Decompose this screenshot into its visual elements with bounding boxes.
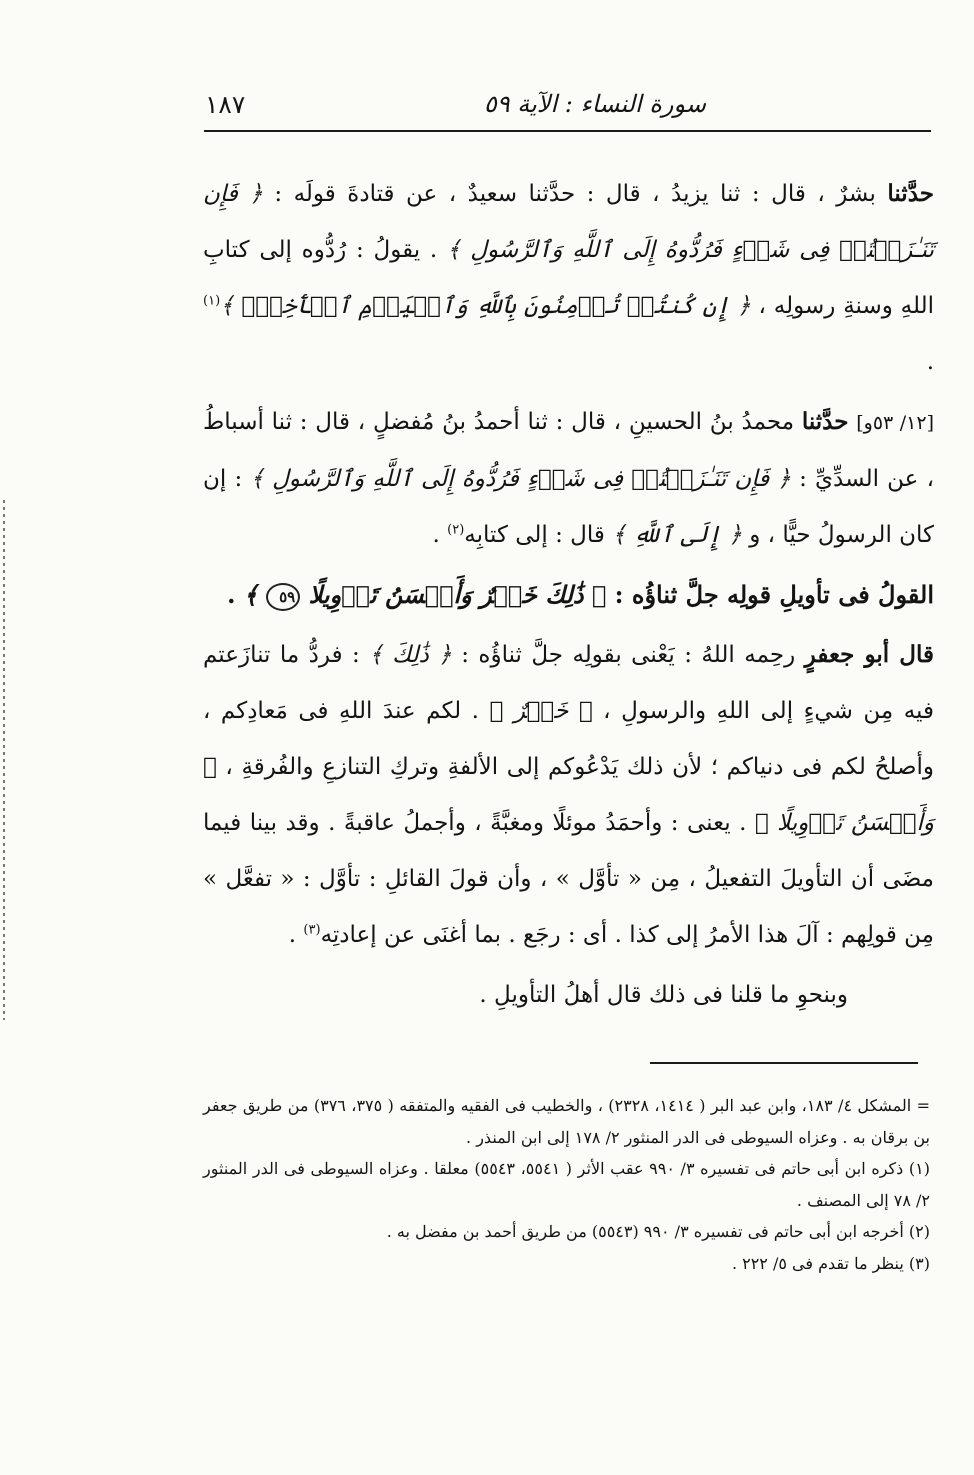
footnote-marker: (٣) — [303, 922, 321, 938]
quran-quote: ﴿ ذَٰلِكَ ﴾ — [369, 642, 452, 668]
paragraph-3 — [203, 627, 934, 963]
footnote-3: (٣) ينظر ما تقدم فى ٥/ ٢٢٢ . — [731, 1253, 930, 1273]
running-title: سورة النساء : الآية ٥٩ — [483, 90, 706, 118]
period: . — [432, 522, 448, 548]
closing-text: وبنحوِ ما قلنا فى ذلك قال أهلُ التأويلِ . — [479, 982, 848, 1008]
paragraph-2 — [203, 394, 934, 563]
paragraph-1 — [203, 166, 934, 390]
footnote-marker: (١) — [203, 293, 221, 309]
quote-close: ﴾ — [243, 580, 267, 609]
heading-text: القولُ فى تأويلِ قولِه جلَّ ثناؤُه : — [606, 580, 934, 609]
narration-text: محمدُ بنُ الحسينِ ، قال : ثنا أحمدُ بنُ مُفضلٍ ، قال : ثنا أسباطُ ، عن السدِّيِّ : — [203, 409, 935, 492]
commentary-text: رحِمه اللهُ : يَعْنى بقولِه جلَّ ثناؤُه : — [451, 642, 805, 668]
lead-word: حدَّثنا — [887, 180, 934, 207]
quran-quote: ﴿ فَإِن تَنَـٰزَعۡتُمۡ فِى شَىۡءٍ فَرُدُّوهُ إِلَى ٱللَّهِ وَٱلرَّسُولِ ﴾ — [203, 181, 934, 263]
main-text — [203, 166, 934, 1023]
commentary-text: : فردُّ ما تنازَعتم فيه مِن شيءٍ إلى اللهِ والرسولِ ، — [203, 642, 934, 724]
narration-text: : إن كان الرسولُ حيًّا ، و — [203, 466, 934, 548]
period: . — [288, 922, 304, 948]
lead-word: حدَّثنا — [801, 408, 849, 435]
footnote-marker: (٢) — [447, 522, 465, 538]
commentary-text: . يعنى : وأحمَدُ موئلًا ومغبَّةً ، وأجملُ عاقبةً . وقد بينا فيما مضَى أن التأويلَ التفعيلُ ، مِن « تأوَّل » ، وأن قولَ القائلِ : تأوَّل : « تفعَّل » مِن قولِهم : آلَ هذا الأمرُ إلى كذا . أى : رجَع . بما أغنَى عن إعادتِه — [203, 810, 934, 948]
quran-quote: ﴿ وَأَحۡسَنُ تَأۡوِيلًا ﴾ — [203, 754, 934, 836]
quran-quote: ﴿ ذَٰلِكَ خَيۡرٌ وَأَحۡسَنُ تَأۡوِيلًا — [308, 580, 607, 609]
page-number: ١٨٧ — [205, 90, 246, 119]
narration-text: . يقولُ : رُدُّوه إلى كتابِ اللهِ وسنةِ رسولِه ، — [203, 237, 934, 319]
lead-word: قال أبو جعفرٍ — [804, 641, 934, 668]
margin-scan-mark — [3, 500, 5, 1020]
footnote-continuation: = المشكل ٤/ ١٨٣، وابن عبد البر ( ١٤١٤، ٢٣٢٨) ، والخطيب فى الفقيه والمتفقه ( ٣٧٥، ٣٧٦) من طريق جعفر بن برقان به . وعزاه السيوطى فى الدر المنثور ٢/ ١٧٨ إلى ابن المنذر . — [203, 1096, 931, 1147]
quran-quote: ﴿ فَإِن تَنَـٰزَعۡتُمۡ فِى شَىۡءٍ فَرُدُّوهُ إِلَى ٱللَّهِ وَٱلرَّسُولِ ﴾ — [250, 466, 791, 492]
page-header — [205, 88, 931, 126]
narration-text: قال : إلى كتابِه — [464, 522, 613, 548]
footnote-1: (١) ذكره ابن أبى حاتم فى تفسيره ٣/ ٩٩٠ عقب الأثر ( ٥٥٤١، ٥٥٤٣) معلقا . وعزاه السيوطى فى الدر المنثور ٢/ ٧٨ إلى المصنف . — [203, 1159, 931, 1210]
footnote-2: (٢) أخرجه ابن أبى حاتم فى تفسيره ٣/ ٩٩٠ (٥٥٤٣) من طريق أحمد بن مفضل به . — [386, 1222, 930, 1241]
quran-quote: ﴿ إِلَى ٱللَّهِ ﴾ — [612, 522, 742, 548]
footnote-rule — [650, 1062, 918, 1064]
period: . — [926, 349, 934, 375]
commentary-text: . لكم عندَ اللهِ فى مَعادِكم ، وأصلحُ لكم فى دنياكم ؛ لأن ذلك يَدْعُوكم إلى الألفةِ وتركِ التنازعِ والفُرقةِ ، — [203, 698, 934, 780]
quran-quote: ﴿ خَيۡرٌ ﴾ — [489, 698, 593, 724]
header-rule — [204, 130, 931, 132]
section-heading — [203, 567, 934, 623]
narration-text: بشرٌ ، قال : ثنا يزيدُ ، قال : حدَّثنا سعيدٌ ، عن قتادةَ قولَه : — [262, 181, 888, 207]
ayah-number-medallion: ٥٩ — [266, 583, 300, 611]
period: . — [227, 580, 244, 609]
paragraph-4 — [203, 967, 934, 1023]
manuscript-reference: [١٢/ ٥٣و] — [856, 412, 934, 434]
quran-quote: ﴿ إِن كُنتُمۡ تُؤۡمِنُونَ بِٱللَّهِ وَٱلۡيَوۡمِ ٱلۡأٓخِرِۚ ﴾ — [220, 293, 751, 319]
footnotes — [203, 1090, 930, 1279]
